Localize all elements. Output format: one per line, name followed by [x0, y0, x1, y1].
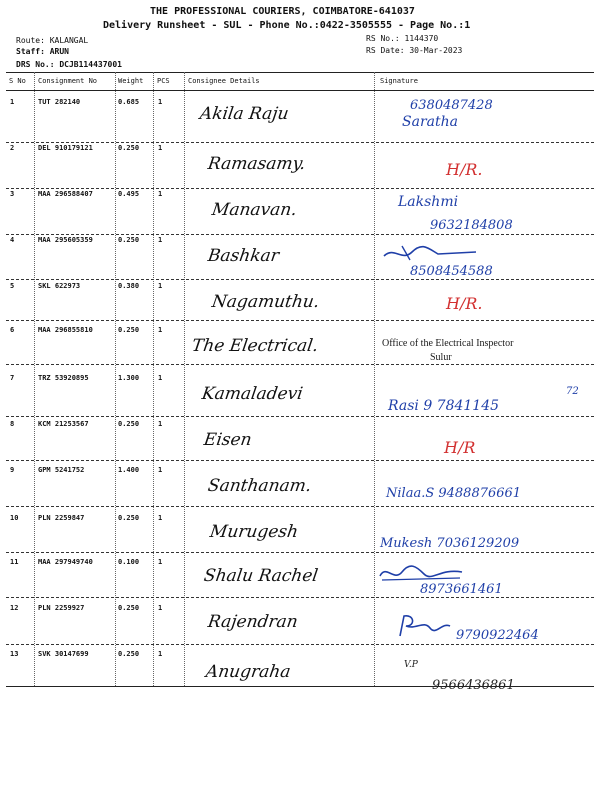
- row-consignment-no: PLN 2259847: [38, 514, 85, 522]
- column-header-weight: Weight: [118, 77, 144, 85]
- row-consignment-no: PLN 2259927: [38, 604, 85, 612]
- row-weight: 1.300: [118, 374, 140, 382]
- consignee-name: Shalu Rachel: [202, 566, 320, 586]
- consignee-name: Nagamuthu.: [210, 292, 321, 312]
- consignee-name: The Electrical.: [190, 336, 320, 356]
- row-pcs: 1: [158, 326, 163, 334]
- row-pcs: 1: [158, 236, 163, 244]
- row-pcs: 1: [158, 190, 163, 198]
- row-divider: [6, 644, 594, 645]
- signature-mark: H/R.: [446, 160, 483, 179]
- row-pcs: 1: [158, 514, 163, 522]
- row-consignment-no: SVK 30147699: [38, 650, 89, 658]
- signature-phone: 9632184808: [430, 218, 513, 233]
- row-weight: 0.250: [118, 514, 140, 522]
- company-title: THE PROFESSIONAL COURIERS, COIMBATORE-641037: [150, 6, 415, 17]
- row-consignment-no: MAA 295605359: [38, 236, 93, 244]
- row-sno: 5: [10, 282, 15, 290]
- column-divider: [184, 72, 185, 686]
- row-divider: [6, 460, 594, 461]
- row-weight: 0.250: [118, 144, 140, 152]
- rs-number: RS No.: 1144370: [366, 34, 439, 43]
- row-consignment-no: TRZ 53920895: [38, 374, 89, 382]
- row-consignment-no: MAA 296855810: [38, 326, 93, 334]
- signature-scribble-icon: [380, 240, 480, 264]
- row-weight: 0.250: [118, 650, 140, 658]
- column-divider: [115, 72, 116, 686]
- column-header-consignment: Consignment No: [38, 77, 98, 85]
- consignee-name: Ramasamy.: [206, 154, 307, 174]
- consignee-name: Anugraha: [204, 662, 292, 682]
- row-sno: 13: [10, 650, 19, 658]
- row-sno: 9: [10, 466, 15, 474]
- consignee-name: Rajendran: [206, 612, 300, 632]
- consignee-name: Eisen: [202, 430, 253, 450]
- row-divider: [6, 597, 594, 598]
- row-sno: 11: [10, 558, 19, 566]
- column-header-signature: Signature: [380, 77, 418, 85]
- row-pcs: 1: [158, 98, 163, 106]
- row-divider: [6, 279, 594, 280]
- row-weight: 0.250: [118, 604, 140, 612]
- signature-phone: 9790922464: [456, 628, 539, 643]
- row-pcs: 1: [158, 374, 163, 382]
- row-consignment-no: MAA 297949740: [38, 558, 93, 566]
- row-divider: [6, 552, 594, 553]
- signature-mark: H/R: [444, 438, 476, 457]
- signature-scribble-icon: [394, 612, 454, 640]
- signature-phone: 8508454588: [410, 264, 493, 279]
- row-divider: [6, 416, 594, 417]
- consignee-name: Kamaladevi: [200, 384, 305, 404]
- signature-extra: 72: [566, 386, 579, 397]
- row-consignment-no: MAA 296588407: [38, 190, 93, 198]
- column-divider: [374, 72, 375, 686]
- row-weight: 0.685: [118, 98, 140, 106]
- row-pcs: 1: [158, 604, 163, 612]
- consignee-name: Santhanam.: [206, 476, 313, 496]
- row-weight: 0.495: [118, 190, 140, 198]
- row-pcs: 1: [158, 282, 163, 290]
- row-pcs: 1: [158, 558, 163, 566]
- row-divider: [6, 188, 594, 189]
- row-consignment-no: KCM 21253567: [38, 420, 89, 428]
- row-sno: 1: [10, 98, 15, 106]
- row-divider: [6, 506, 594, 507]
- column-divider: [34, 72, 35, 686]
- row-divider: [6, 320, 594, 321]
- row-pcs: 1: [158, 420, 163, 428]
- row-sno: 12: [10, 604, 19, 612]
- consignee-name: Akila Raju: [198, 104, 290, 124]
- row-sno: 2: [10, 144, 15, 152]
- drs-number: DRS No.: DCJB114437001: [16, 60, 122, 69]
- signature-mark: H/R.: [446, 294, 483, 313]
- row-pcs: 1: [158, 144, 163, 152]
- row-sno: 4: [10, 236, 15, 244]
- column-header-sno: S No: [9, 77, 26, 85]
- row-sno: 10: [10, 514, 19, 522]
- row-divider: [6, 142, 594, 143]
- signature-name-phone: Mukesh 7036129209: [380, 536, 520, 551]
- row-sno: 3: [10, 190, 15, 198]
- office-stamp: Office of the Electrical Inspector: [382, 338, 514, 349]
- row-weight: 0.250: [118, 236, 140, 244]
- row-pcs: 1: [158, 650, 163, 658]
- runsheet-subtitle: Delivery Runsheet - SUL - Phone No.:0422-3505555 - Page No.:1: [103, 20, 471, 31]
- row-consignment-no: GPM 5241752: [38, 466, 85, 474]
- row-divider: [6, 234, 594, 235]
- table-header-border: [6, 90, 594, 91]
- row-weight: 1.400: [118, 466, 140, 474]
- office-stamp-location: Sulur: [430, 352, 452, 363]
- row-sno: 6: [10, 326, 15, 334]
- signature-name: Lakshmi: [398, 194, 459, 210]
- signature-phone: 6380487428: [410, 98, 493, 113]
- signature-name: Saratha: [402, 114, 458, 130]
- row-weight: 0.250: [118, 326, 140, 334]
- signature-scribble-icon: [376, 562, 466, 584]
- rs-date: RS Date: 30-Mar-2023: [366, 46, 463, 55]
- consignee-name: Murugesh: [208, 522, 300, 542]
- column-header-pcs: PCS: [157, 77, 170, 85]
- row-pcs: 1: [158, 466, 163, 474]
- row-consignment-no: TUT 282140: [38, 98, 81, 106]
- row-consignment-no: SKL 622973: [38, 282, 81, 290]
- consignee-name: Bashkar: [206, 246, 281, 266]
- row-consignment-no: DEL 910179121: [38, 144, 93, 152]
- signature-phone: 8973661461: [420, 582, 503, 597]
- row-weight: 0.250: [118, 420, 140, 428]
- row-divider: [6, 364, 594, 365]
- signature-phone: 9566436861: [432, 678, 515, 693]
- row-sno: 7: [10, 374, 15, 382]
- staff-label: Staff: ARUN: [16, 47, 69, 56]
- row-sno: 8: [10, 420, 15, 428]
- column-divider: [153, 72, 154, 686]
- signature-name: V.P: [404, 660, 418, 670]
- route-label: Route: KALANGAL: [16, 36, 89, 45]
- row-weight: 0.380: [118, 282, 140, 290]
- row-weight: 0.100: [118, 558, 140, 566]
- consignee-name: Manavan.: [210, 200, 299, 220]
- column-header-consignee: Consignee Details: [188, 77, 260, 85]
- signature-name-phone: Nilaa.S 9488876661: [386, 486, 522, 501]
- signature-name-phone: Rasi 9 7841145: [388, 398, 500, 414]
- table-top-border: [6, 72, 594, 73]
